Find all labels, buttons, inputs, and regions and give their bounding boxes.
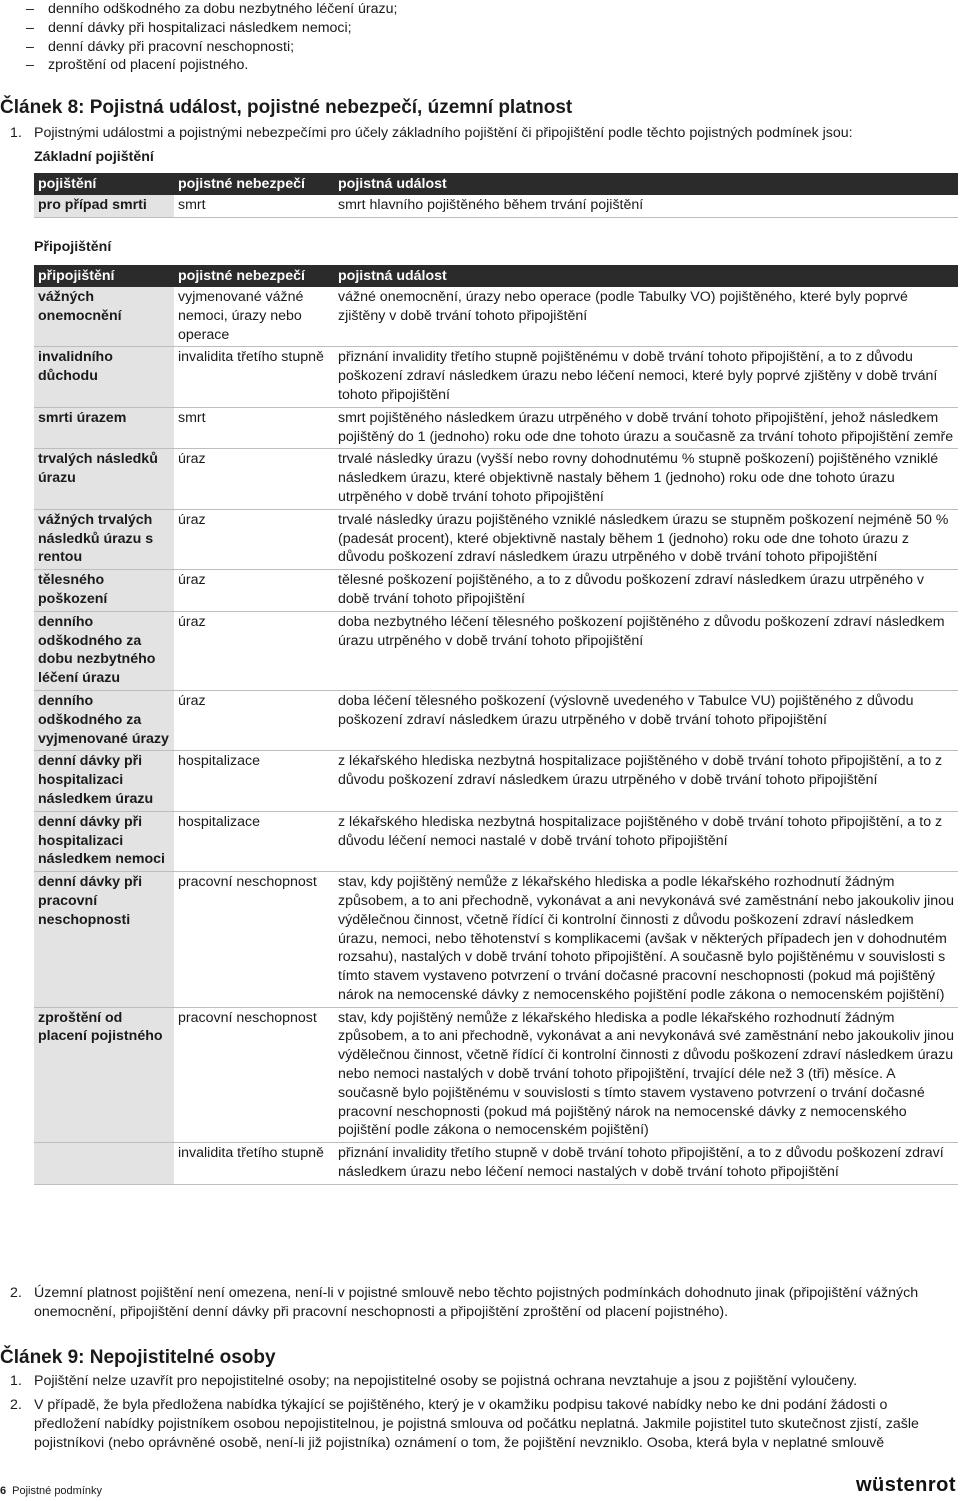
column-header: pojistná událost (334, 265, 958, 287)
risk-cell: invalidita třetího stupně (174, 1143, 334, 1185)
table-row (34, 751, 958, 811)
paragraph-number: 2. (10, 1285, 22, 1301)
table-row (34, 611, 958, 690)
article-8-title: Článek 8: Pojistná událost, pojistné nebezpečí, územní platnost (0, 97, 573, 118)
event-cell: smrt hlavního pojištěného během trvání pojištění (334, 195, 958, 217)
paragraph-text: Pojistnými událostmi a pojistnými nebezpečími pro účely základního pojištění či připojištění podle těchto pojistných podmínek jsou: (34, 125, 853, 141)
article-9-paragraph-2 (10, 1396, 955, 1452)
event-cell: trvalé následky úrazu pojištěného vzniklé následkem úrazu se stupněm poškození nejméně 50 % (padesát procent), které objektivně nastaly během 1 (jednoho) roku ode dne tohoto úrazu z důvodu poškození zdraví následkem úrazu utrpěného v době trvání tohoto připojištění (334, 509, 958, 569)
risk-cell: úraz (174, 509, 334, 569)
paragraph-number: 2. (10, 1397, 22, 1413)
list-item: – zproštění od placení pojistného. (26, 56, 397, 75)
event-cell: z lékařského hlediska nezbytná hospitalizace pojištěného v době trvání tohoto připojištění, a to z důvodu poškození zdraví následkem úrazu utrpěného v době trvání tohoto připojištění (334, 751, 958, 811)
table-row (34, 347, 958, 407)
article-9-paragraph-1 (10, 1372, 955, 1391)
table-row (34, 509, 958, 569)
event-cell: z lékařského hlediska nezbytná hospitalizace pojištěného v době trvání tohoto připojištění, a to z důvodu léčení nemoci nastalé v době trvání tohoto připojištění (334, 811, 958, 871)
insurance-name: denního odškodného za dobu nezbytného léčení úrazu (34, 611, 174, 690)
insurance-name (34, 1143, 174, 1185)
table-row (34, 1143, 958, 1185)
rider-heading: Připojištění (34, 239, 112, 255)
table-row (34, 407, 958, 449)
event-cell: přiznání invalidity třetího stupně pojištěnému v době trvání tohoto připojištění, a to z důvodu poškození zdraví následkem úrazu nebo léčení nemoci, které byly poprvé zjištěny v době trvání tohoto připojištění (334, 347, 958, 407)
column-header: připojištění (34, 265, 174, 287)
risk-cell: úraz (174, 449, 334, 509)
risk-cell: pracovní neschopnost (174, 872, 334, 1008)
rider-table (34, 265, 958, 1185)
brand-logo: wüstenrot (855, 1474, 956, 1496)
insurance-name: invalidního důchodu (34, 347, 174, 407)
article-9-title: Článek 9: Nepojistitelné osoby (0, 1347, 276, 1368)
paragraph-number: 1. (10, 125, 22, 141)
insurance-name: zproštění od placení pojistného (34, 1007, 174, 1143)
article-8-paragraph-2 (10, 1284, 955, 1322)
column-header: pojištění (34, 173, 174, 195)
column-header: pojistná událost (334, 173, 958, 195)
risk-cell: hospitalizace (174, 811, 334, 871)
event-cell: vážné onemocnění, úrazy nebo operace (podle Tabulky VO) pojištěného, které byly poprvé zjištěny v době trvání tohoto připojištění (334, 287, 958, 347)
table-row (34, 872, 958, 1008)
event-cell: přiznání invalidity třetího stupně v době trvání tohoto připojištění, a to z důvodu poškození zdraví následkem úrazu nebo léčení nemoci nastalých v době trvání tohoto připojištění (334, 1143, 958, 1185)
risk-cell: pracovní neschopnost (174, 1007, 334, 1143)
risk-cell: úraz (174, 690, 334, 750)
event-cell: trvalé následky úrazu (vyšší nebo rovny dohodnutému % stupně poškození) pojištěného vzniklé následkem úrazu, které objektivně nastaly během 1 (jednoho) roku ode dne tohoto úrazu utrpěného v době trvání tohoto připojištění (334, 449, 958, 509)
insurance-name: smrti úrazem (34, 407, 174, 449)
table-row (34, 449, 958, 509)
basic-insurance-heading: Základní pojištění (34, 149, 154, 165)
risk-cell: smrt (174, 407, 334, 449)
table-row (34, 195, 958, 217)
paragraph-text: Územní platnost pojištění není omezena, není-li v pojistné smlouvě nebo těchto pojistných podmínkách dohodnuto jinak (připojištění vážných onemocnění, připojištění denní dávky při pracovní neschopnosti a připojištění zproštění od placení pojistného). (34, 1285, 919, 1320)
insurance-name: pro případ smrti (34, 195, 174, 217)
paragraph-text: V případě, že byla předložena nabídka týkající se pojištěného, který je v okamžiku podpisu takové nabídky nebo ke dni podání žádosti o předložení nabídky pojistníkem osobou nepojistitelnou, je pojistná smlouva od počátku neplatná. Jakmile pojistitel tuto skutečnost zjistí, zašle pojistníkovi (nebo oprávněné osobě, není-li již pojistníka) oznámení o tom, že pojištění nevzniklo. Osoba, která byla v neplatné smlouvě (34, 1397, 919, 1451)
list-item: – denního odškodného za dobu nezbytného léčení úrazu; (26, 0, 397, 19)
table-header-row (34, 265, 958, 287)
risk-cell: invalidita třetího stupně (174, 347, 334, 407)
list-item: – denní dávky při hospitalizaci následkem nemoci; (26, 19, 397, 38)
column-header: pojistné nebezpečí (174, 173, 334, 195)
risk-cell: hospitalizace (174, 751, 334, 811)
insurance-name: tělesného poškození (34, 570, 174, 612)
footer-label: Pojistné podmínky (12, 1485, 103, 1497)
risk-cell: úraz (174, 570, 334, 612)
page-number: 6 (0, 1485, 7, 1497)
risk-cell: úraz (174, 611, 334, 690)
event-cell: stav, kdy pojištěný nemůže z lékařského hlediska a podle lékařského rozhodnutí žádným způsobem, a to ani přechodně, vykonávat a ani nevykonává své zaměstnání nebo jakoukoliv jinou výdělečnou činnost, včetně řídící či kontrolní činnosti z důvodu poškození zdraví následkem úrazu, nemoci, nebo těhotenství s komplikacemi (avšak v některých případech jen v dohodnutém rozsahu), nastalých v době trvání tohoto připojištění. A současně bylo pojištěnému v souvislosti s tímto stavem vystaveno potvrzení o trvání dočasné pracovní neschopnosti (pokud má pojištěný nárok na nemocenské dávky z nemocenského pojištění podle zákona o nemocenském pojištění) (334, 872, 958, 1008)
insurance-name: vážných onemocnění (34, 287, 174, 347)
table-row (34, 690, 958, 750)
column-header: pojistné nebezpečí (174, 265, 334, 287)
paragraph-text: Pojištění nelze uzavřít pro nepojistitelné osoby; na nepojistitelné osoby se pojistná ochrana nevztahuje a jsou z pojištění vyloučeny. (34, 1373, 858, 1389)
event-cell: smrt pojištěného následkem úrazu utrpěného v době trvání tohoto připojištění, jehož následkem pojištěný do 1 (jednoho) roku ode dne tohoto úrazu a současně za trvání tohoto připojištění zemře (334, 407, 958, 449)
event-cell: doba léčení tělesného poškození (výslovně uvedeného v Tabulce VU) pojištěného z důvodu poškození zdraví následkem úrazu utrpěného v době trvání tohoto připojištění (334, 690, 958, 750)
article-8-paragraph-1 (10, 124, 955, 143)
insurance-name: denní dávky při hospitalizaci následkem úrazu (34, 751, 174, 811)
rider-table-body (34, 287, 958, 1184)
paragraph-number: 1. (10, 1373, 22, 1389)
event-cell: doba nezbytného léčení tělesného poškození pojištěného z důvodu poškození zdraví následkem úrazu utrpěného v době trvání tohoto připojištění (334, 611, 958, 690)
risk-cell: vyjmenované vážné nemoci, úrazy nebo operace (174, 287, 334, 347)
page-footer (0, 1482, 102, 1501)
list-item: – denní dávky při pracovní neschopnosti; (26, 38, 397, 57)
insurance-name: vážných trvalých následků úrazu s rentou (34, 509, 174, 569)
event-cell: tělesné poškození pojištěného, a to z důvodu poškození zdraví následkem úrazu utrpěného v době trvání tohoto připojištění (334, 570, 958, 612)
insurance-name: denní dávky při pracovní neschopnosti (34, 872, 174, 1008)
table-row (34, 1007, 958, 1143)
table-row (34, 811, 958, 871)
risk-cell: smrt (174, 195, 334, 217)
table-row (34, 570, 958, 612)
table-header-row (34, 173, 958, 195)
insurance-name: trvalých následků úrazu (34, 449, 174, 509)
event-cell: stav, kdy pojištěný nemůže z lékařského hlediska a podle lékařského rozhodnutí žádným způsobem, a to ani přechodně, vykonávat a ani nevykonává své zaměstnání nebo jakoukoliv jinou výdělečnou činnost, včetně řídící či kontrolní činnosti z důvodu poškození zdraví následkem úrazu nebo nemoci nastalých v době trvání tohoto připojištění, trvající déle než 3 (tři) měsíce. A současně bylo pojištěnému v souvislosti s tímto stavem vystaveno potvrzení o trvání dočasné pracovní neschopnosti (pokud má pojištěný nárok na nemocenské dávky z nemocenského pojištění podle zákona o nemocenském pojištění) (334, 1007, 958, 1143)
table-row (34, 287, 958, 347)
coverage-list (26, 0, 397, 75)
basic-insurance-table (34, 173, 958, 218)
insurance-name: denní dávky při hospitalizaci následkem nemoci (34, 811, 174, 871)
insurance-name: denního odškodného za vyjmenované úrazy (34, 690, 174, 750)
